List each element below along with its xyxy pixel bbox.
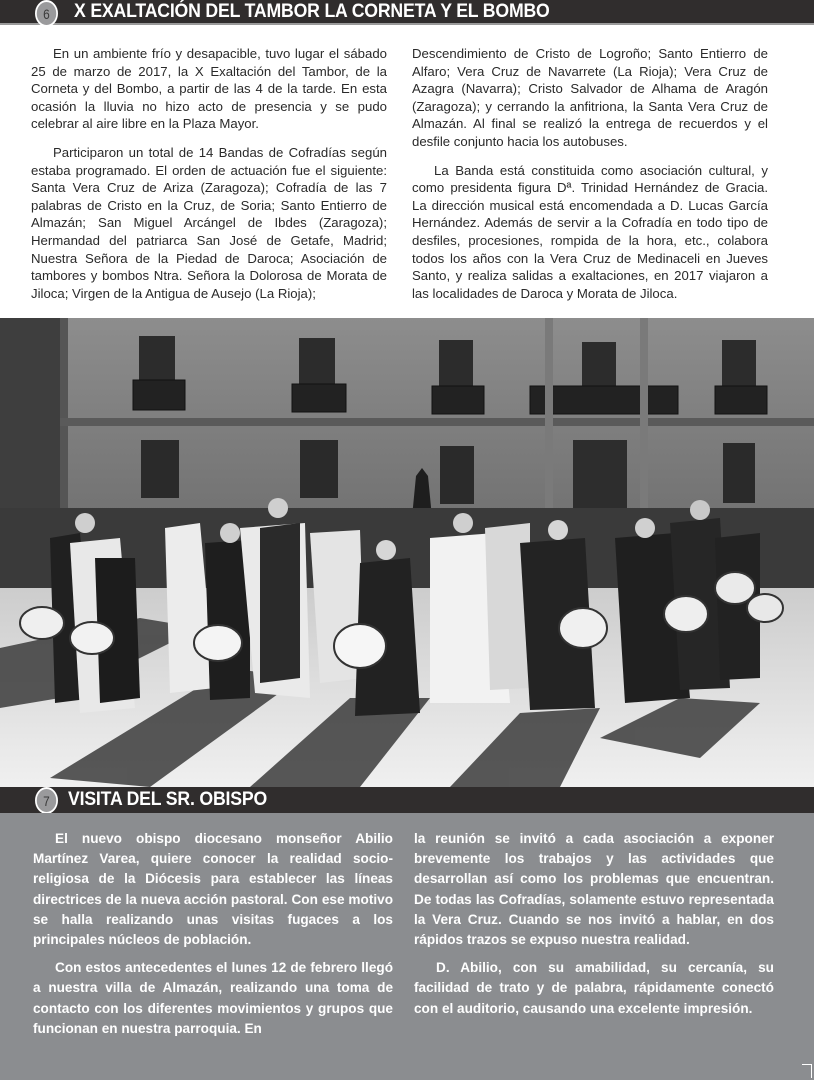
cornice xyxy=(60,418,814,426)
paragraph: El nuevo obispo diocesano monseñor Abilio Martínez Varea, quiere conocer la realidad socio-religiosa de la Diócesis para establecer las líneas directrices de la nueva acción pastoral. Con ese motivo se halla realizando unas visitas fugaces a los principales núcleos de población. xyxy=(33,831,393,948)
paragraph: Con estos antecedentes el lunes 12 de febrero llegó a nuestra villa de Almazán, realizando una toma de contacto con los diferentes movimientos y grupos que funcionan en nuestra parroquia. En xyxy=(33,960,393,1036)
paragraph: la reunión se invitó a cada asociación a exponer brevemente los trabajos y las actividades que desarrollan así como los problemas que encuentran. De todas las Cofradías, solamente estuvo representada la Vera Cruz. Cuando se nos invitó a hablar, en dos rápidos trazos se expuso nuestra realidad. xyxy=(414,831,774,948)
article-column-right xyxy=(412,45,768,313)
article-column-right xyxy=(414,829,774,1027)
paragraph: La Banda está constituida como asociación cultural, y como presidenta figura Dª. Trinidad Hernández de Gracia. La dirección musical está encomendada a D. Lucas García Hernández. Además de servir a la Cofradía en todo tipo de desfiles, procesiones, rompida de la hora, etc., colabora todos los años con la Vera Cruz de Medinaceli en Jueves Santo, y realiza salidas a exaltaciones, en 2017 viajaron a las localidades de Daroca y Morata de Jiloca. xyxy=(412,162,768,301)
section-title: X EXALTACIÓN DEL TAMBOR LA CORNETA Y EL BOMBO xyxy=(74,0,550,22)
section-number-badge: 7 xyxy=(35,787,58,814)
article-column-left xyxy=(31,45,387,313)
section-title: VISITA DEL SR. OBISPO xyxy=(68,789,268,810)
photo-illustration xyxy=(0,318,814,787)
section-number-badge: 6 xyxy=(35,0,58,27)
paragraph: Participaron un total de 14 Bandas de Cofradías según estaba programado. El orden de actuación fue el siguiente: Santa Vera Cruz de Ariza (Zaragoza); Cofradía de las 7 palabras de Cristo en la Cruz, de Soria; Santo Entierro de Almazán; San Miguel Arcángel de Ibdes (Zaragoza); Hermandad del patriarca San José de Getafe, Madrid; Nuestra Señora de la Piedad de Daroca; Asociación de tambores y bombos Ntra. Señora la Dolorosa de Morata de Jiloca; Virgen de la Antigua de Ausejo (La Rioja); xyxy=(31,144,387,301)
section-header-7 xyxy=(0,787,814,813)
crop-mark xyxy=(802,1064,812,1078)
procession-photo xyxy=(0,318,814,787)
paragraph: En un ambiente frío y desapacible, tuvo lugar el sábado 25 de marzo de 2017, la X Exaltación del Tambor, de la Corneta y del Bombo, a partir de las 4 de la tarde. En esta ocasión la lluvia no hizo acto de presencia y se pudo celebrar al aire libre en la Plaza Mayor. xyxy=(31,46,387,132)
section-header-6 xyxy=(0,0,814,25)
article-column-left xyxy=(33,829,393,1047)
paragraph: Descendimiento de Cristo de Logroño; Santo Entierro de Alfaro; Vera Cruz de Navarrete (La Rioja); Vera Cruz de Azagra (Navarra); Cristo Salvador de Alhama de Aragón (Zaragoza); y cerrando la anfitriona, la Santa Vera Cruz de Almazán. Al final se realizó la entrega de recuerdos y el desfile conjunto hacia los autobuses. xyxy=(412,46,768,149)
paragraph: D. Abilio, con su amabilidad, su cercanía, su facilidad de trato y de palabra, rápidamente conectó con el auditorio, causando una excelente impresión. xyxy=(414,960,774,1016)
